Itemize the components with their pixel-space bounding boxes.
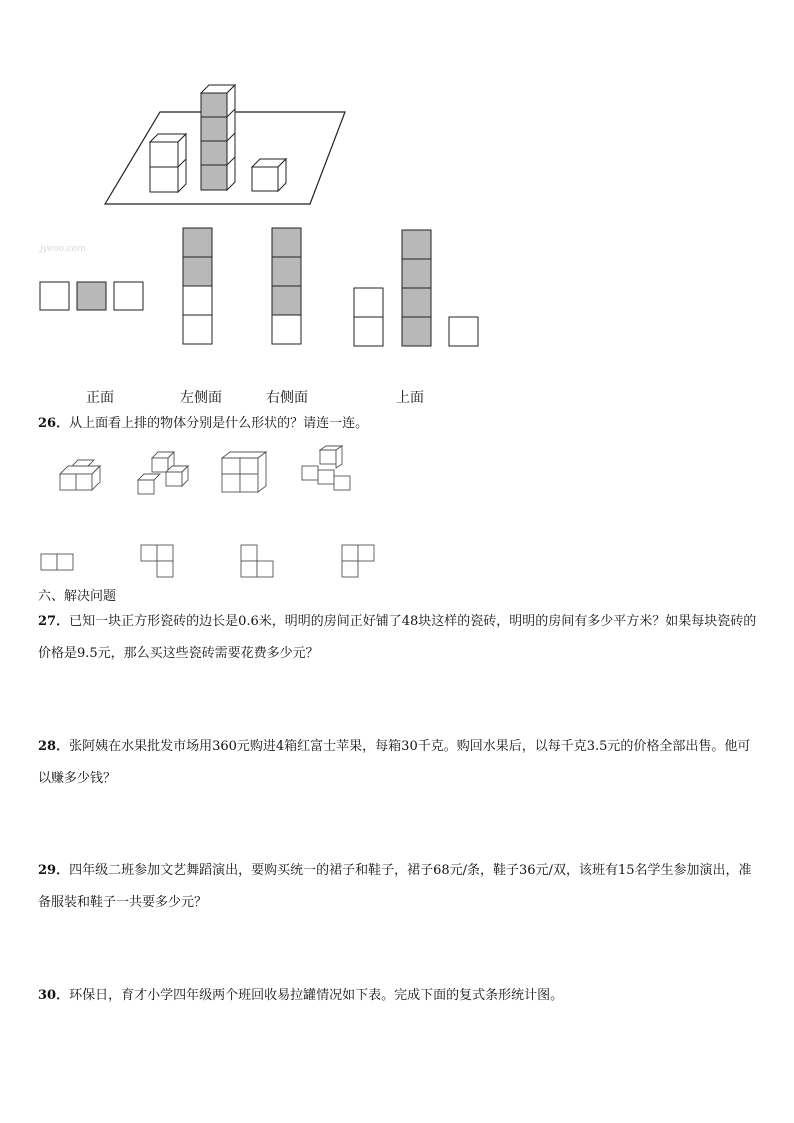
3d-shapes-row	[52, 446, 382, 501]
question-text: 环保日，育才小学四年级两个班回收易拉罐情况如下表。完成下面的复式条形统计图。	[69, 988, 564, 1003]
question-number: 30．	[38, 988, 70, 1003]
question-number: 27．	[38, 614, 70, 629]
label-left-side: 左侧面	[180, 390, 222, 406]
cube-arrangement-figure	[100, 82, 360, 212]
question-number: 28．	[38, 739, 70, 754]
label-right-side: 右侧面	[266, 390, 308, 406]
question-29	[38, 855, 758, 919]
question-number: 26．	[38, 416, 70, 431]
projection-views-figure	[38, 226, 498, 356]
question-text: 从上面看上排的物体分别是什么形状的？请连一连。	[69, 416, 369, 431]
watermark-text: jyeoo.com	[40, 244, 86, 254]
question-text: 张阿姨在水果批发市场用360元购进4箱红富士苹果，每箱30千克。购回水果后，以每千克3.5元的价格全部出售。他可以赚多少钱？	[38, 739, 751, 786]
top-view-shapes-row	[40, 543, 380, 583]
question-number: 29．	[38, 863, 70, 878]
label-top: 上面	[396, 390, 424, 406]
question-28	[38, 731, 758, 795]
question-text: 已知一块正方形瓷砖的边长是0.6米，明明的房间正好铺了48块这样的瓷砖，明明的房间有多少平方米？如果每块瓷砖的价格是9.5元，那么买这些瓷砖需要花费多少元？	[38, 614, 757, 661]
question-26	[38, 417, 368, 430]
label-front: 正面	[86, 390, 114, 406]
section-title: 六、解决问题	[38, 589, 117, 604]
question-27	[38, 606, 758, 670]
question-30	[38, 980, 758, 1012]
question-text: 四年级二班参加文艺舞蹈演出，要购买统一的裙子和鞋子，裙子68元/条，鞋子36元/双，该班有15名学生参加演出，准备服装和鞋子一共要多少元？	[38, 863, 752, 910]
